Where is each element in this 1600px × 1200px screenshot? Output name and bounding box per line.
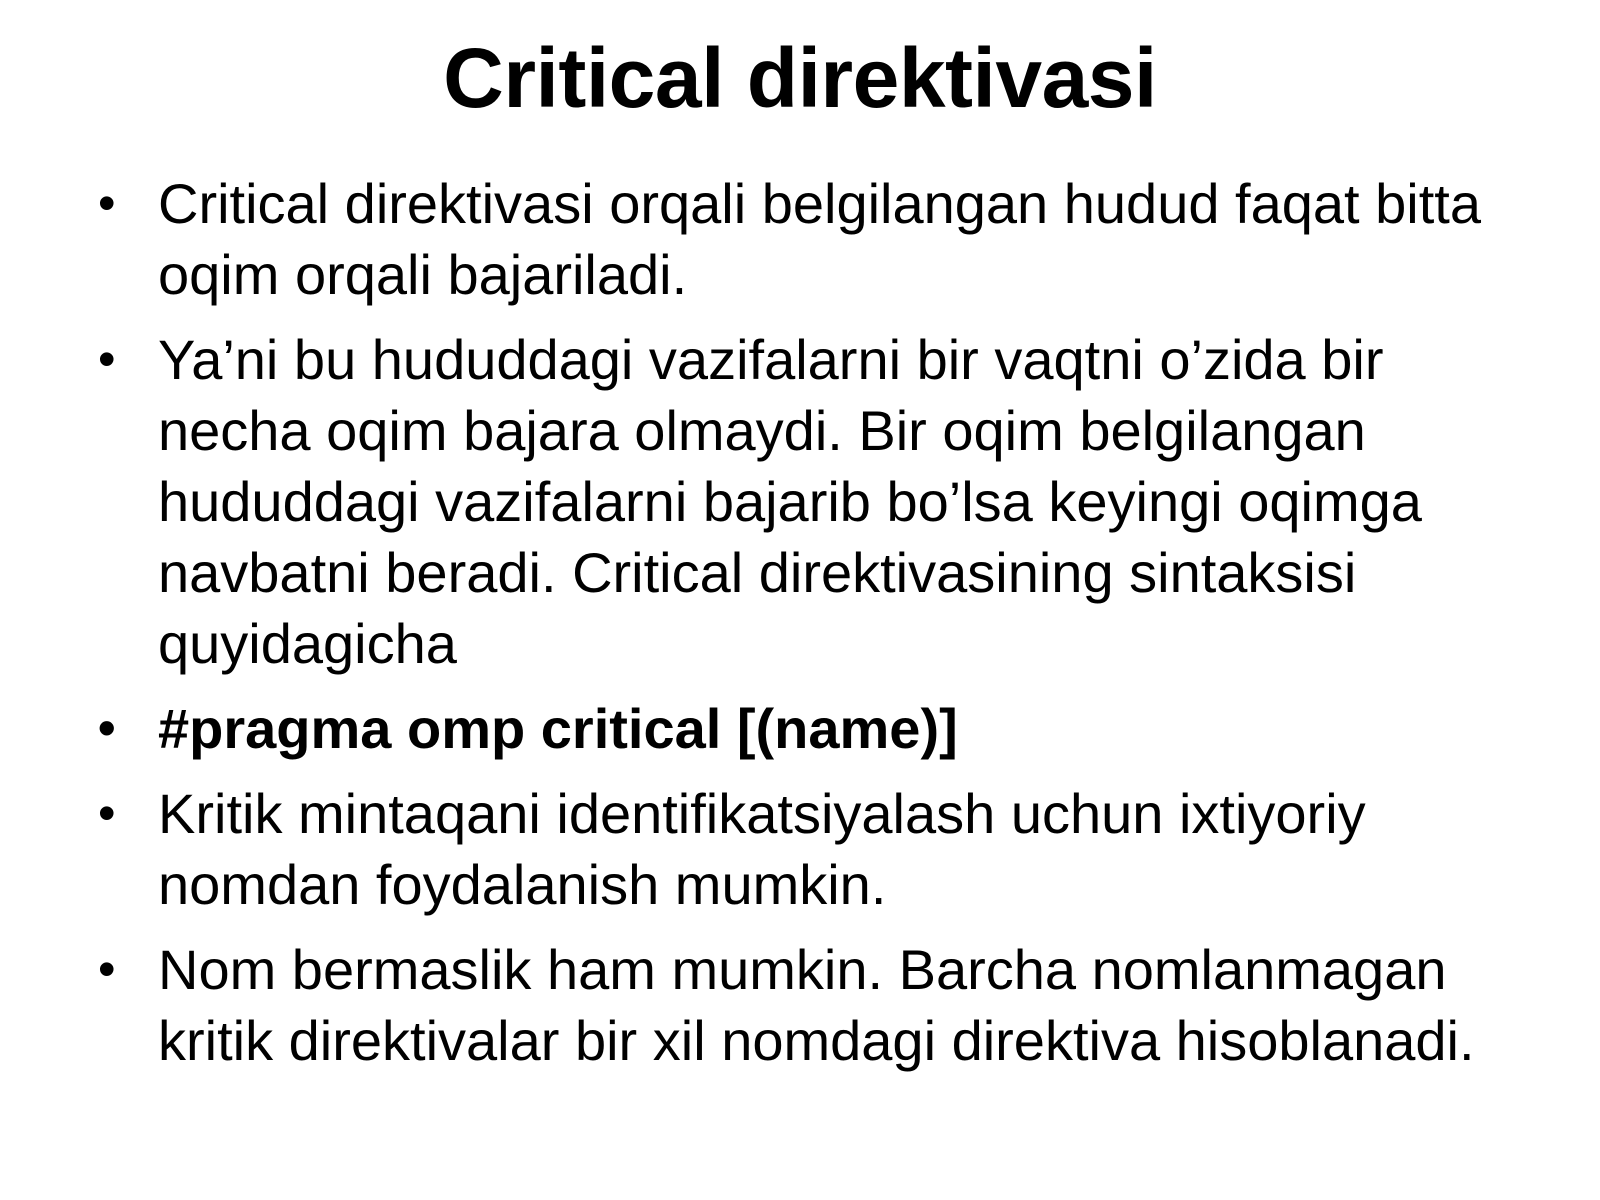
bullet-item (96, 168, 1536, 310)
bullet-icon: • (98, 785, 116, 841)
bullet-icon: • (98, 331, 116, 387)
bullet-item-code-syntax (96, 693, 1536, 764)
bullet-text: Nom bermaslik ham mumkin. Barcha nomlanmagan kritik direktivalar bir xil nomdagi direktiva hisoblanadi. (158, 938, 1475, 1072)
bullet-item (96, 934, 1536, 1076)
code-syntax-text: #pragma omp critical [(name)] (158, 697, 958, 760)
bullet-item (96, 324, 1536, 679)
slide-title: Critical direktivasi (443, 31, 1157, 125)
bullet-icon: • (98, 700, 116, 756)
bullet-text: Ya’ni bu hududdagi vazifalarni bir vaqtni o’zida bir necha oqim bajara olmaydi. Bir oqim belgilangan hududdagi vazifalarni bajarib bo’lsa keyingi oqimga navbatni beradi. Critical direktivasining sintaksisi quyidagicha (158, 328, 1422, 675)
bullet-text: Critical direktivasi orqali belgilangan hudud faqat bitta oqim orqali bajariladi. (158, 172, 1481, 306)
bullet-text: Kritik mintaqani identifikatsiyalash uchun ixtiyoriy nomdan foydalanish mumkin. (158, 782, 1366, 916)
bullet-item (96, 778, 1536, 920)
bullet-icon: • (98, 175, 116, 231)
bullet-list (96, 168, 1536, 1090)
bullet-icon: • (98, 941, 116, 997)
